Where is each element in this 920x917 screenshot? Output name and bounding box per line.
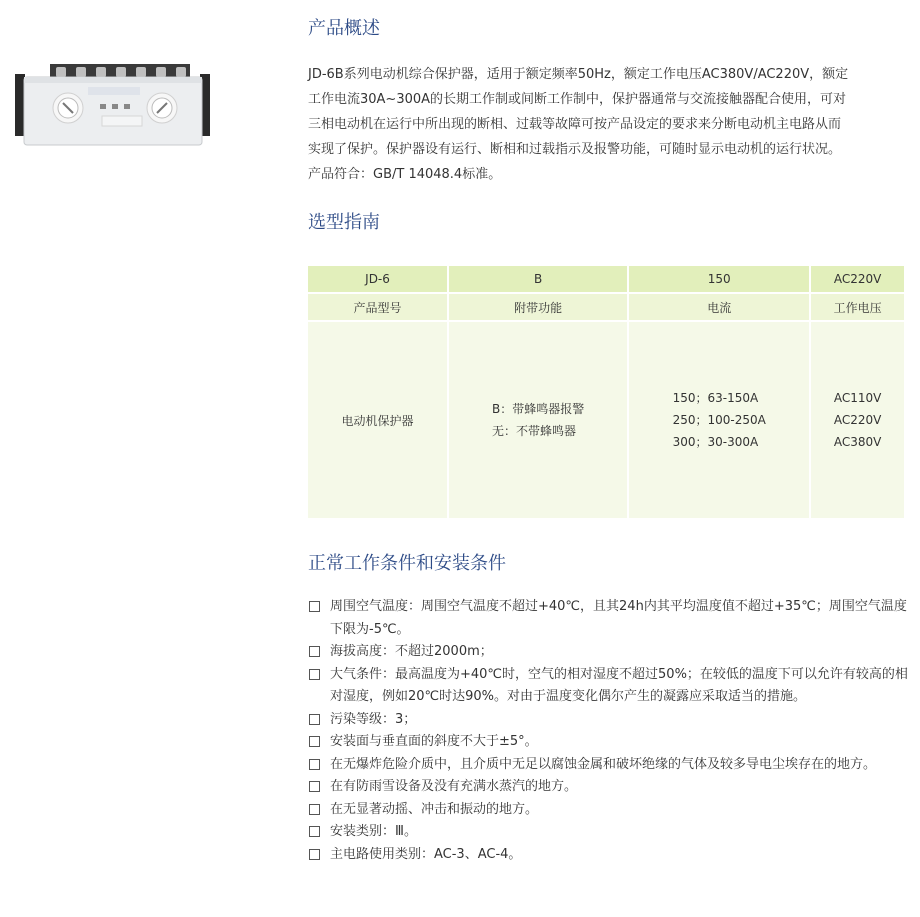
product-name: 电动机保护器	[341, 413, 414, 428]
voltage-option: AC380V	[833, 435, 882, 449]
overview-line: 三相电动机在运行中所出现的断相、过载等故障可按产品设定的要求来分断电动机主电路从而	[308, 117, 842, 132]
detail-row	[308, 322, 904, 518]
overview-title: 产品概述	[308, 18, 380, 39]
selection-title: 选型指南	[308, 212, 380, 233]
conditions-title: 正常工作条件和安装条件	[308, 553, 506, 574]
code-cell: JD-6	[308, 266, 447, 294]
product-image	[10, 60, 215, 150]
list-item	[308, 754, 918, 777]
overview-line: JD-6B系列电动机综合保护器，适用于额定频率50Hz，额定工作电压AC380V/AC220V，额定	[308, 67, 849, 82]
header-cell: 工作电压	[811, 294, 904, 322]
code-cell: B	[449, 266, 627, 294]
checkbox-icon	[309, 781, 320, 792]
function-option: 无：不带蜂鸣器	[492, 424, 577, 438]
condition-text: 海拔高度：不超过2000m；	[330, 644, 493, 659]
condition-text: 周围空气温度：周围空气温度不超过+40℃，且其24h内其平均温度值不超过+35℃；周围空气温度下限为-5℃。	[330, 599, 907, 637]
condition-text: 大气条件：最高温度为+40℃时，空气的相对湿度不超过50%；在较低的温度下可以允许有较高的相对湿度，例如20℃时达90%。对由于温度变化偶尔产生的凝露应采取适当的措施。	[330, 666, 908, 704]
model-code-row	[308, 266, 904, 294]
header-cell: 产品型号	[308, 294, 447, 322]
list-item	[308, 641, 918, 664]
header-cell: 电流	[629, 294, 809, 322]
list-item	[308, 709, 918, 732]
current-cell	[629, 322, 809, 518]
voltage-option: AC220V	[833, 413, 882, 427]
current-option: 300；30-300A	[672, 435, 759, 449]
list-item	[308, 664, 918, 709]
checkbox-icon	[309, 759, 320, 770]
voltage-cell	[811, 322, 904, 518]
current-option: 250；100-250A	[672, 413, 766, 427]
code-cell: AC220V	[811, 266, 904, 294]
header-cell: 附带功能	[449, 294, 627, 322]
list-item	[308, 821, 918, 844]
checkbox-icon	[309, 736, 320, 747]
code-cell: 150	[629, 266, 809, 294]
checkbox-icon	[309, 601, 320, 612]
list-item	[308, 799, 918, 822]
checkbox-icon	[309, 669, 320, 680]
condition-text: 在无爆炸危险介质中，且介质中无足以腐蚀金属和破坏绝缘的气体及较多导电尘埃存在的地方。	[330, 756, 877, 772]
overview-line: 实现了保护。保护器设有运行、断相和过载指示及报警功能，可随时显示电动机的运行状况。	[308, 142, 842, 157]
overview-text	[308, 62, 908, 187]
condition-text: 在无显著动摇、冲击和振动的地方。	[330, 801, 539, 817]
function-cell	[449, 322, 627, 518]
condition-text: 主电路使用类别：AC-3、AC-4。	[330, 846, 522, 862]
list-item	[308, 731, 918, 754]
condition-text: 安装类别：Ⅲ。	[330, 824, 417, 839]
checkbox-icon	[309, 826, 320, 837]
checkbox-icon	[309, 804, 320, 815]
condition-text: 在有防雨雪设备及没有充满水蒸汽的地方。	[330, 779, 578, 794]
condition-text: 污染等级：3；	[330, 711, 417, 727]
voltage-option: AC110V	[833, 391, 882, 405]
list-item	[308, 844, 918, 867]
checkbox-icon	[309, 714, 320, 725]
conditions-list	[308, 596, 918, 866]
checkbox-icon	[309, 646, 320, 657]
overview-line: 工作电流30A~300A的长期工作制或间断工作制中，保护器通常与交流接触器配合使用，可对	[308, 92, 847, 107]
checkbox-icon	[309, 849, 320, 860]
selection-table	[306, 266, 906, 518]
overview-line: 产品符合：GB/T 14048.4标准。	[308, 167, 502, 182]
function-option: B：带蜂鸣器报警	[492, 402, 585, 416]
product-cell	[308, 322, 447, 518]
condition-text: 安装面与垂直面的斜度不大于±5°。	[330, 734, 538, 749]
list-item	[308, 596, 918, 641]
header-row	[308, 294, 904, 322]
current-option: 150；63-150A	[672, 391, 759, 405]
list-item	[308, 776, 918, 799]
